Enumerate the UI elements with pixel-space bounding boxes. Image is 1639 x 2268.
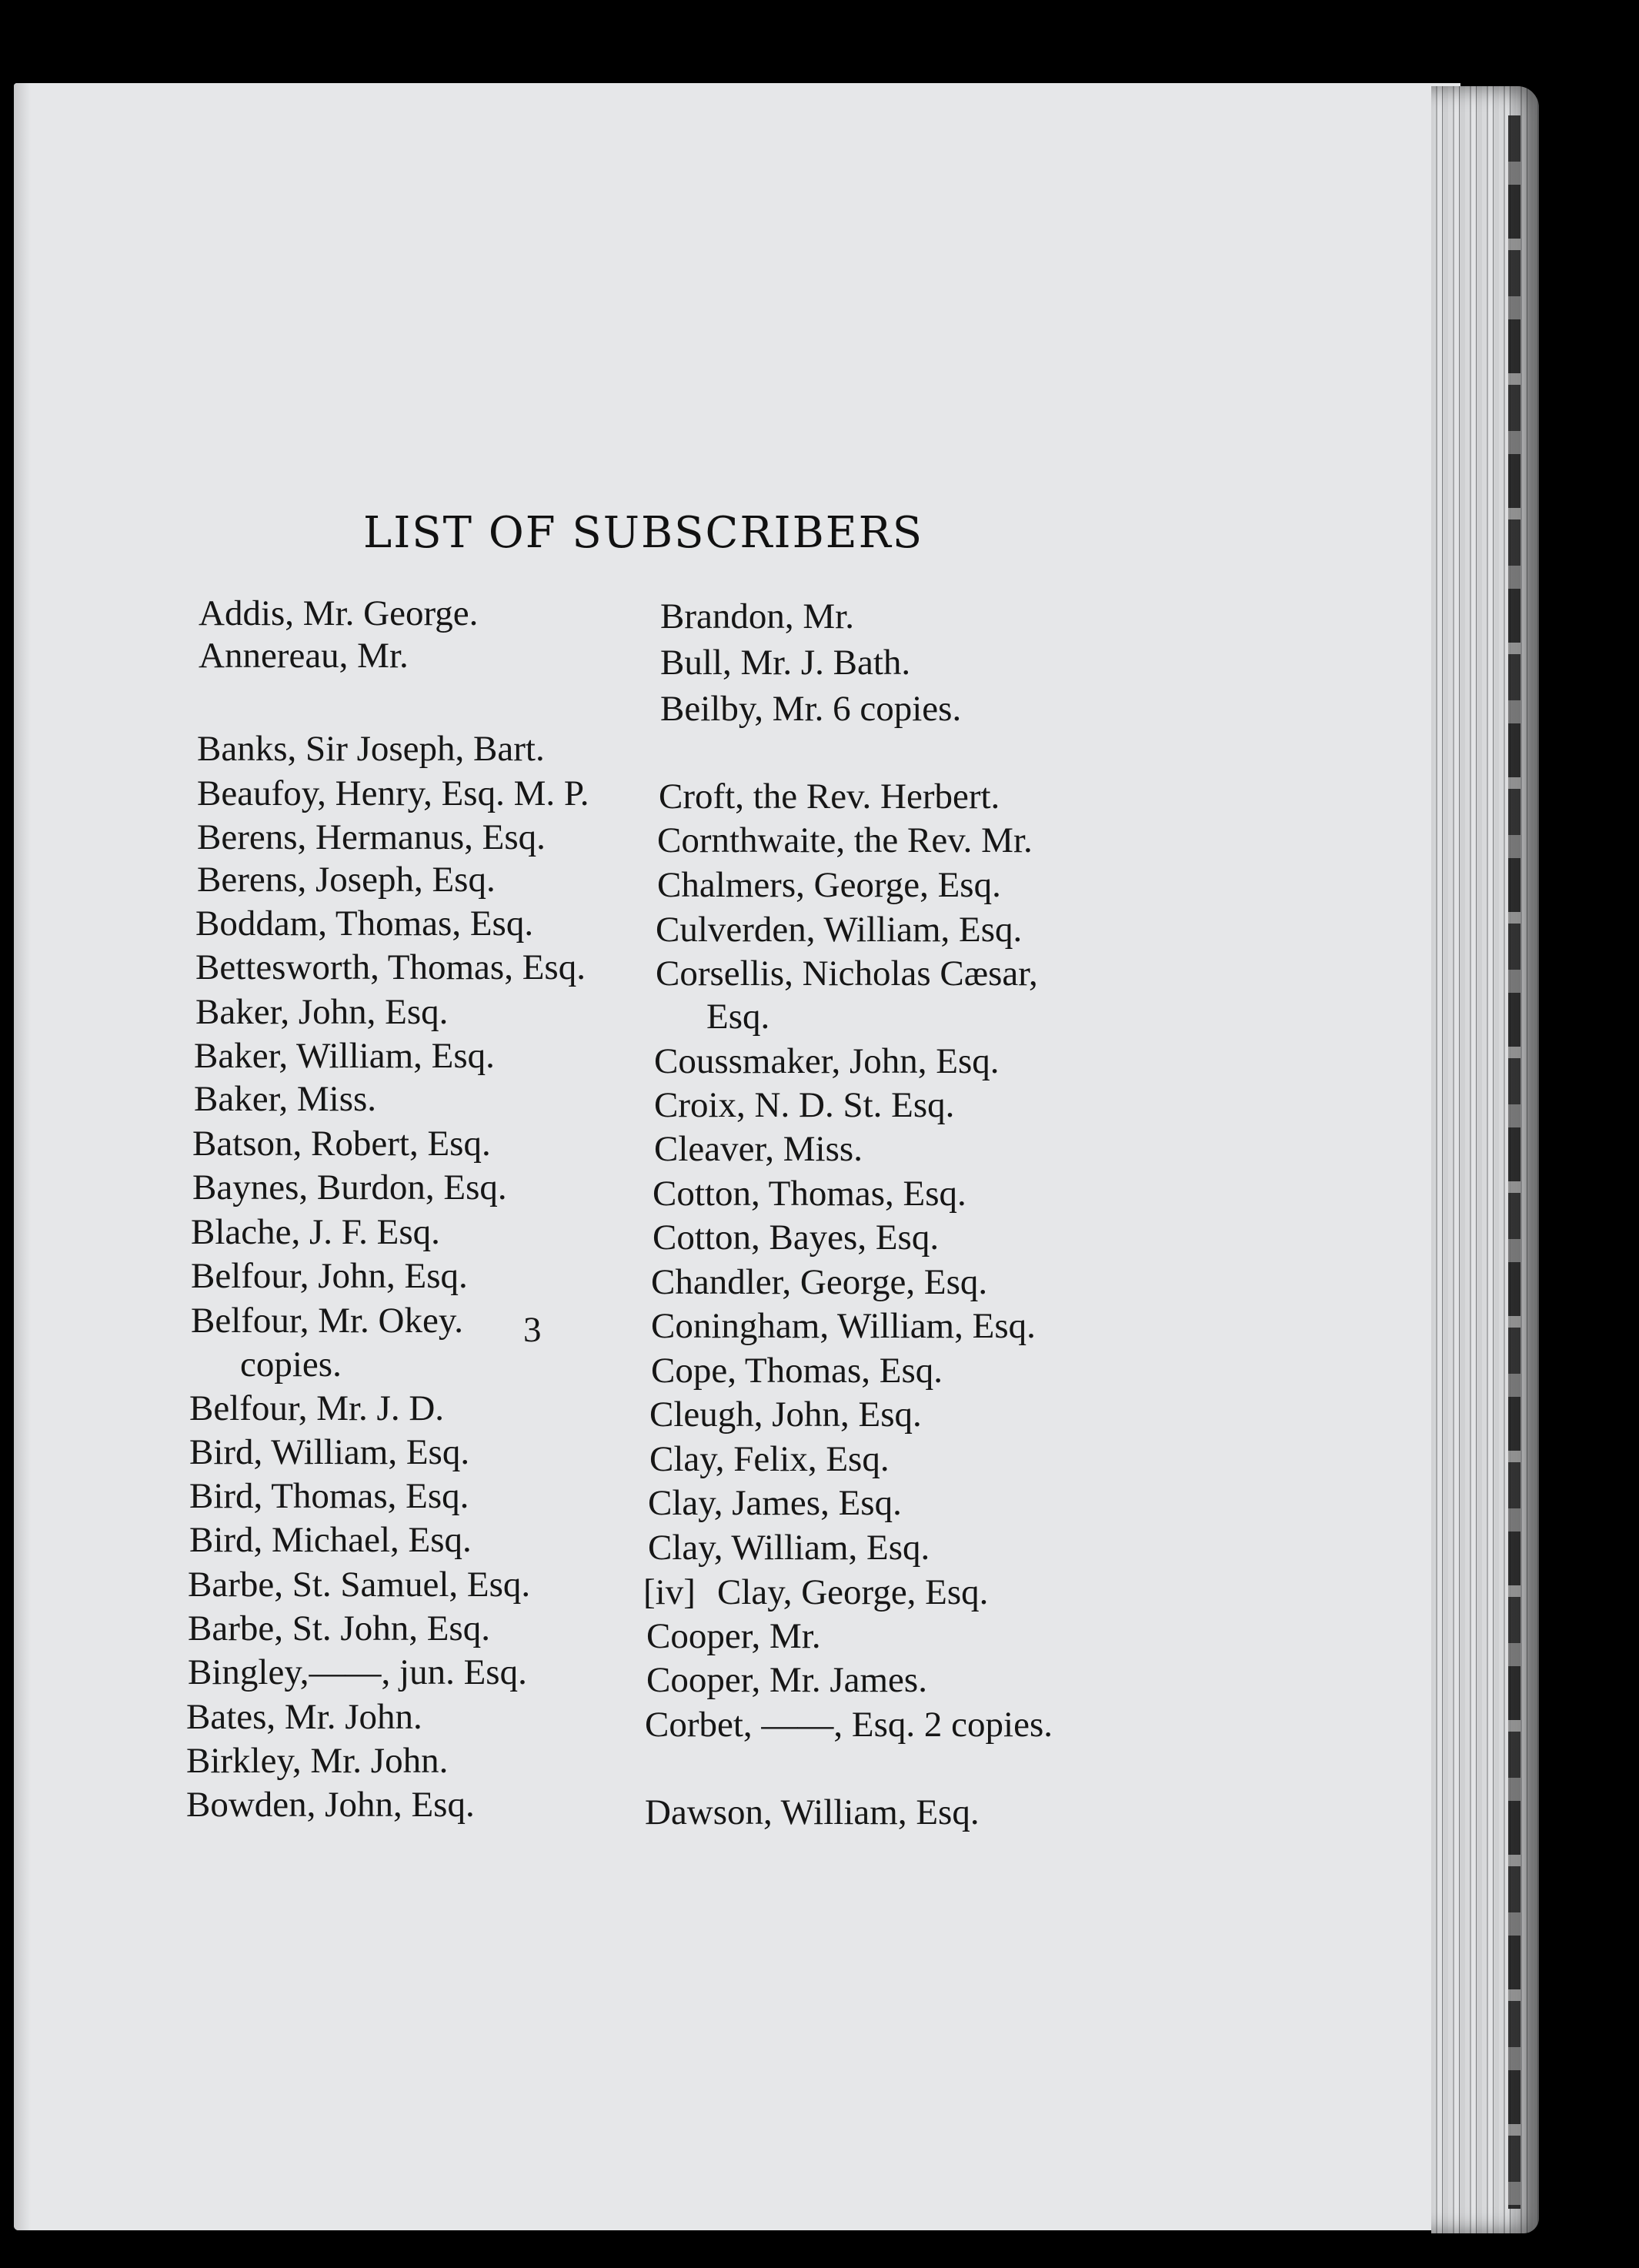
- subscriber-entry: Corsellis, Nicholas Cæsar,: [656, 954, 1038, 994]
- subscriber-entry: Cornthwaite, the Rev. Mr.: [657, 820, 1033, 860]
- subscriber-entry: Croft, the Rev. Herbert.: [659, 777, 1000, 817]
- subscriber-entry: Barbe, St. Samuel, Esq.: [188, 1565, 531, 1605]
- subscriber-entry: Cleaver, Miss.: [654, 1129, 863, 1169]
- subscriber-entry: Addis, Mr. George.: [199, 593, 479, 633]
- page-folio-marker: [iv]: [643, 1572, 696, 1612]
- subscriber-entry: Corbet, ——, Esq. 2 copies.: [645, 1705, 1053, 1745]
- subscriber-entry: Belfour, Mr. J. D.: [189, 1388, 445, 1428]
- subscriber-entry: Bettesworth, Thomas, Esq.: [195, 947, 586, 987]
- page-gutter-shadow: [14, 83, 31, 2230]
- subscriber-entry: Baker, Miss.: [194, 1079, 377, 1119]
- subscriber-entry: Cope, Thomas, Esq.: [651, 1351, 943, 1391]
- subscriber-entry: Clay, William, Esq.: [648, 1528, 930, 1568]
- subscriber-entry: Coningham, William, Esq.: [651, 1306, 1036, 1346]
- subscriber-entry: Belfour, John, Esq.: [191, 1256, 468, 1296]
- subscriber-entry: Baynes, Burdon, Esq.: [192, 1167, 507, 1207]
- subscriber-entry: Berens, Joseph, Esq.: [197, 860, 496, 900]
- subscriber-entry: Clay, George, Esq.: [717, 1572, 989, 1612]
- page-edge-shadow: [1508, 115, 1520, 2209]
- subscriber-entry: Bates, Mr. John.: [186, 1697, 422, 1737]
- subscriber-entry: Cotton, Thomas, Esq.: [653, 1174, 966, 1214]
- subscriber-entry: Culverden, William, Esq.: [656, 910, 1023, 950]
- subscriber-entry: Baker, John, Esq.: [195, 992, 449, 1032]
- subscriber-entry: Croix, N. D. St. Esq.: [654, 1085, 955, 1125]
- subscriber-entry: Clay, Felix, Esq.: [649, 1439, 890, 1479]
- subscriber-entry: Bull, Mr. J. Bath.: [660, 643, 911, 683]
- copies-count: 3: [523, 1310, 542, 1350]
- subscriber-entry: Birkley, Mr. John.: [186, 1741, 449, 1781]
- subscriber-entry: Chandler, George, Esq.: [651, 1262, 988, 1302]
- subscriber-entry: Cooper, Mr. James.: [646, 1660, 927, 1700]
- subscriber-entry: Blache, J. F. Esq.: [191, 1212, 440, 1252]
- subscriber-entry: Chalmers, George, Esq.: [657, 865, 1001, 905]
- subscriber-entry: Brandon, Mr.: [660, 596, 854, 636]
- subscriber-entry: Beaufoy, Henry, Esq. M. P.: [197, 773, 589, 813]
- subscriber-entry: Bingley,——, jun. Esq.: [188, 1652, 527, 1692]
- subscriber-entry: Boddam, Thomas, Esq.: [195, 904, 534, 944]
- page-fore-edge: [1431, 86, 1539, 2233]
- subscriber-entry: Beilby, Mr. 6 copies.: [660, 689, 962, 729]
- subscriber-entry: Bird, William, Esq.: [189, 1432, 470, 1472]
- subscriber-entry: Batson, Robert, Esq.: [192, 1124, 491, 1164]
- subscriber-entry-continuation: copies.: [240, 1344, 342, 1385]
- subscriber-entry: Bowden, John, Esq.: [186, 1785, 475, 1825]
- subscriber-entry: Cleugh, John, Esq.: [649, 1395, 922, 1435]
- subscriber-entry: Clay, James, Esq.: [648, 1483, 902, 1523]
- subscriber-entry-continuation: Esq.: [706, 997, 770, 1037]
- subscriber-entry: Barbe, St. John, Esq.: [188, 1608, 490, 1648]
- subscriber-entry: Bird, Thomas, Esq.: [189, 1476, 469, 1516]
- subscriber-entry: Belfour, Mr. Okey.: [191, 1301, 464, 1341]
- subscriber-entry: Bird, Michael, Esq.: [189, 1520, 472, 1560]
- subscriber-entry: Cooper, Mr.: [646, 1616, 821, 1656]
- subscriber-entry: Berens, Hermanus, Esq.: [197, 817, 546, 857]
- subscriber-entry: Cotton, Bayes, Esq.: [653, 1218, 940, 1258]
- subscriber-entry: Baker, William, Esq.: [194, 1036, 495, 1076]
- subscriber-entry: Annereau, Mr.: [199, 636, 409, 676]
- page-title: LIST OF SUBSCRIBERS: [363, 508, 924, 558]
- subscriber-entry: Dawson, William, Esq.: [645, 1792, 980, 1832]
- subscriber-entry: Banks, Sir Joseph, Bart.: [197, 729, 545, 769]
- subscriber-entry: Coussmaker, John, Esq.: [654, 1041, 1000, 1081]
